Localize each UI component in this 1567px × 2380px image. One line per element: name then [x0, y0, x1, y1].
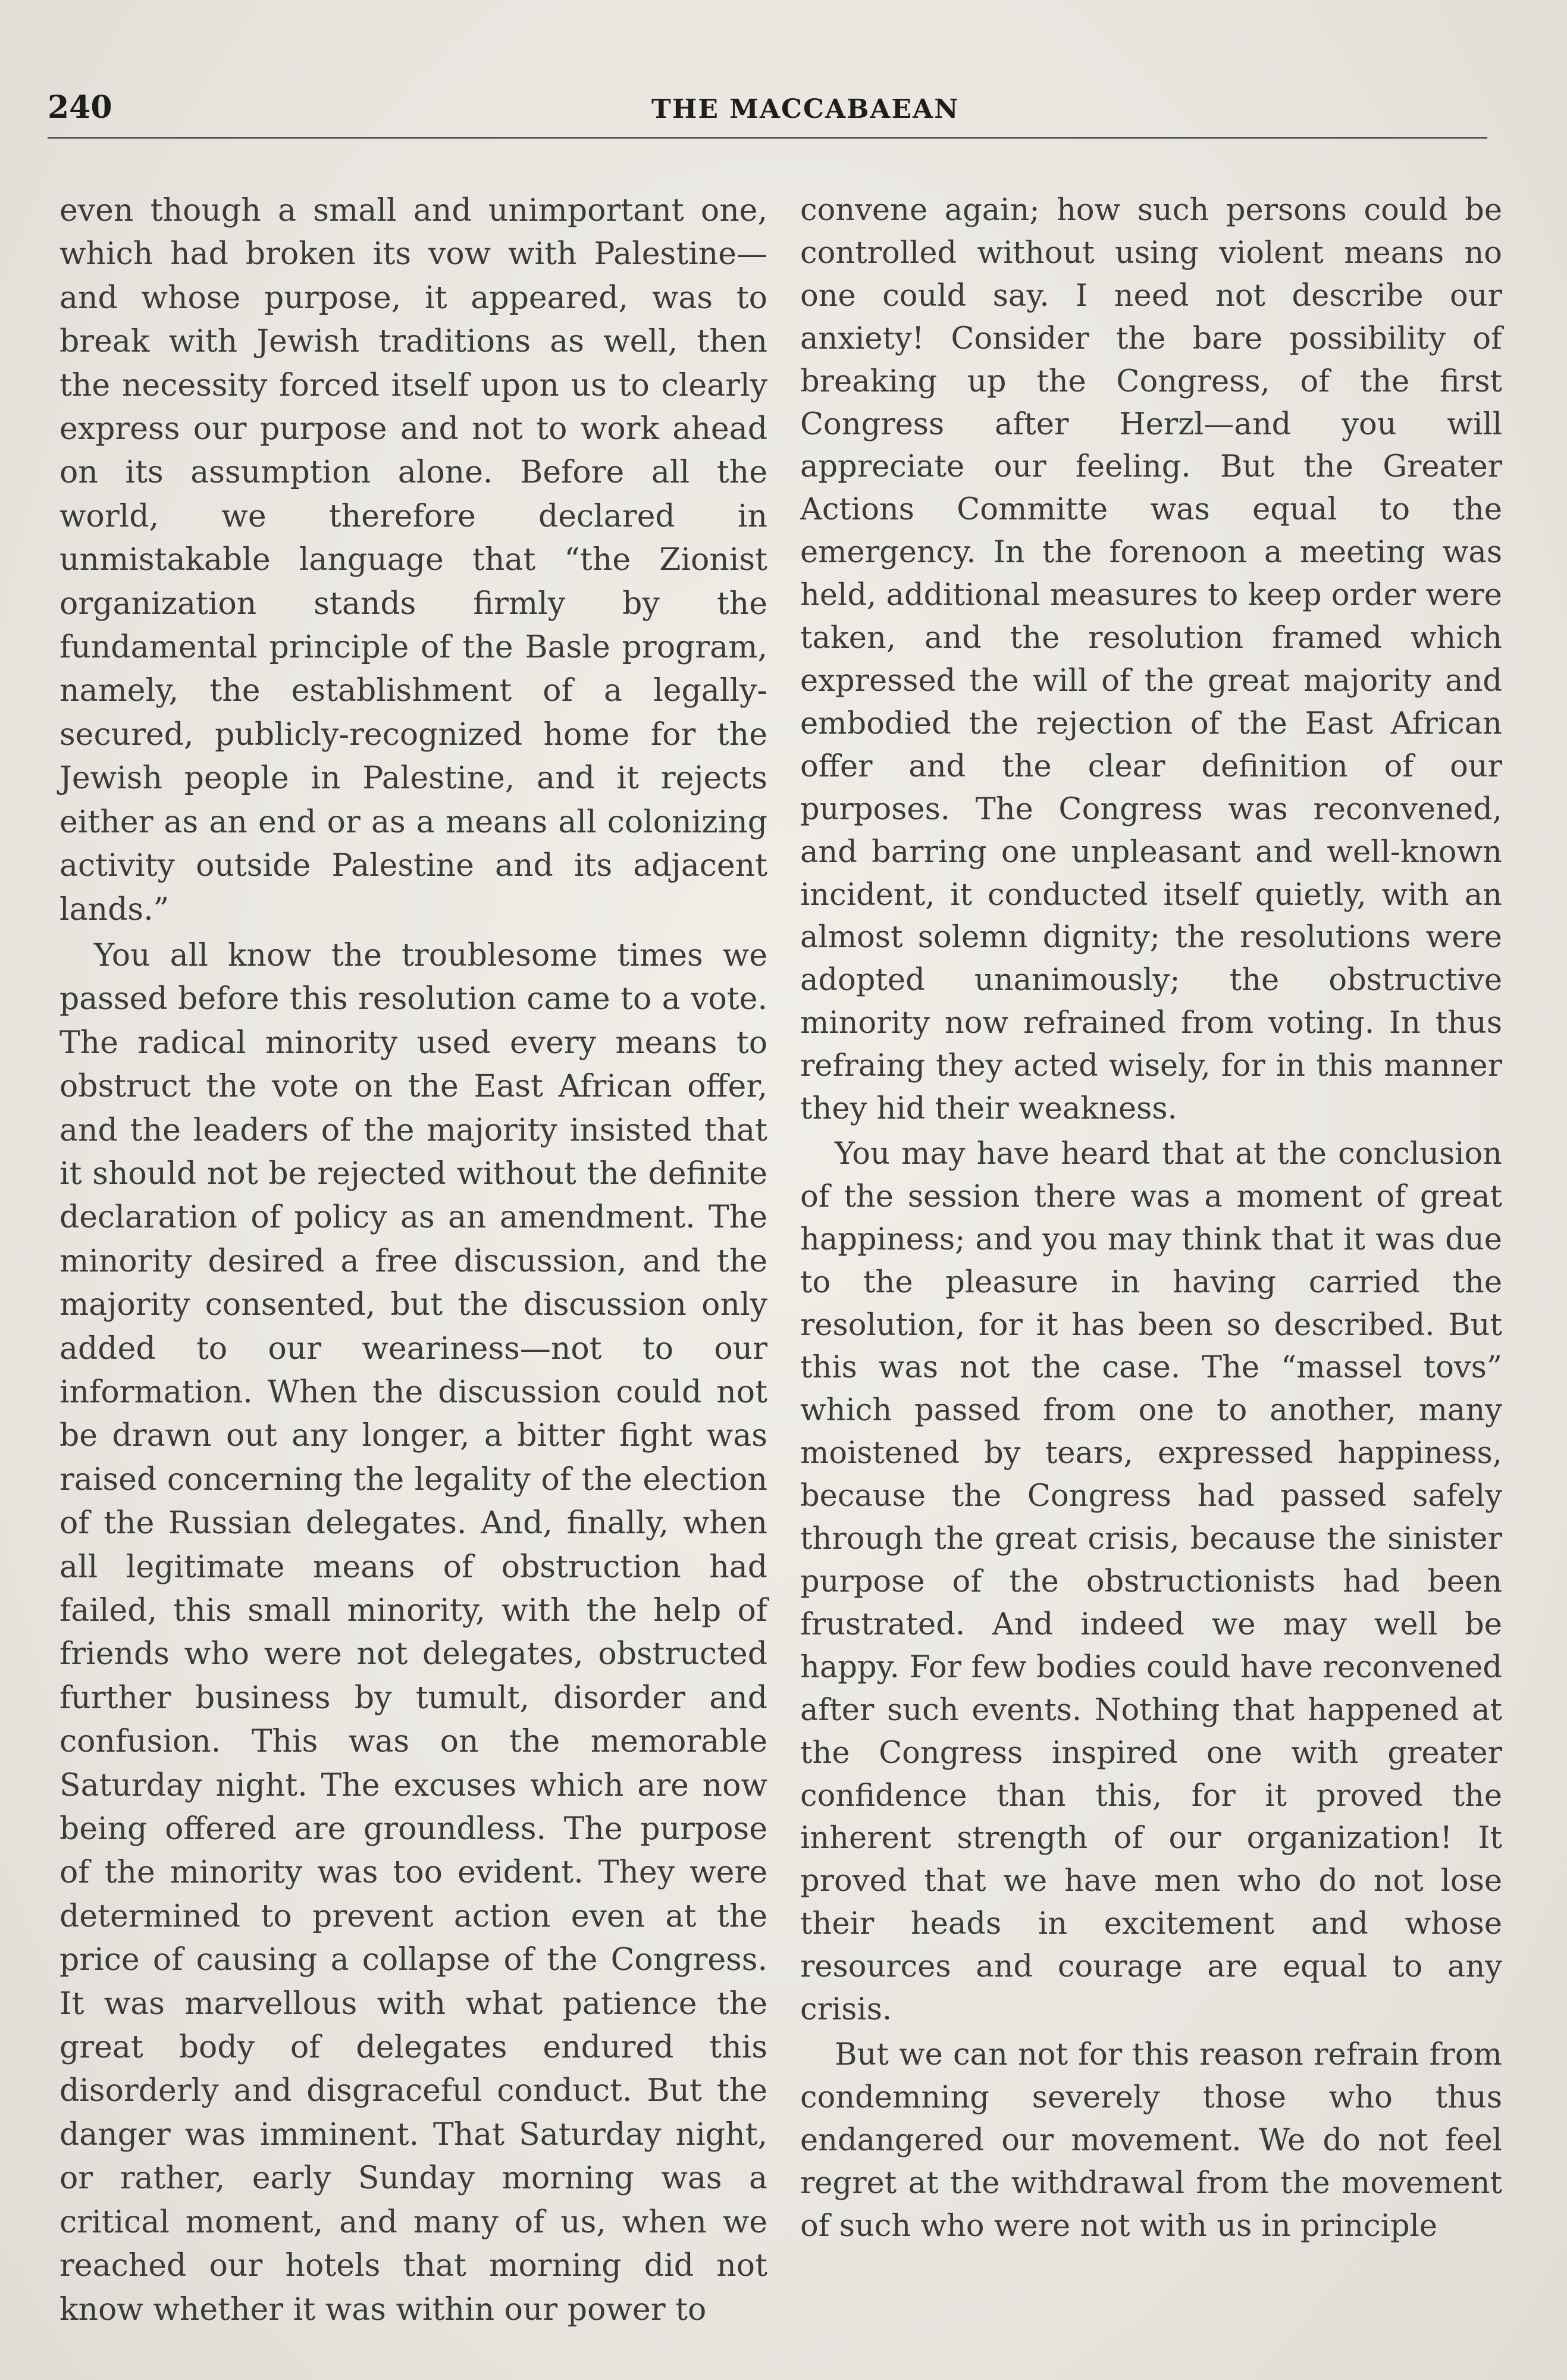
left-column — [59, 189, 767, 2332]
paragraph: You may have heard that at the conclusion of the session there was a moment of great happiness; and you may think that it was due to the pleasure in having carried the resolution, for it has been so described. But this was not the case. The “massel tovs” which passed from one to another, many moistened by tears, expressed happiness, because the Congress had passed safely through the great crisis, because the sinister purpose of the obstructionists had been frustrated. And indeed we may well be happy. For few bodies could have reconvened after such events. Nothing that happened at the Congress inspired one with greater confidence than this, for it proved the inherent strength of our organization! It proved that we have men who do not lose their heads in excitement and whose resources and courage are equal to any crisis. — [800, 1136, 1502, 2028]
header-rule — [48, 137, 1487, 139]
paragraph: even though a small and unimportant one, which had broken its vow with Palestine—and whose purpose, it appeared, was to break with Jewish traditions as well, then the necessity forced itself upon us to clearly express our purpose and not to work ahead on its assumption alone. Before all the world, we therefore declared in unmistakable language that “the Zionist organization stands firmly by the fundamental principle of the Basle program, namely, the establishment of a legally-secured, publicly-recognized home for the Jewish people in Palestine, and it rejects either as an end or as a means all colonizing activity outside Palestine and its adjacent lands.” — [59, 193, 767, 928]
running-title: THE MACCABAEAN — [651, 94, 960, 124]
page-header — [48, 89, 1487, 146]
right-column — [800, 189, 1502, 2248]
paragraph: You all know the troublesome times we passed before this resolution came to a vote. The radical minority used every means to obstruct the vote on the East African offer, and the leaders of the majority insisted that it should not be rejected without the definite declaration of policy as an amendment. The minority desired a free discussion, and the majority consented, but the discussion only added to our weariness—not to our information. When the discussion could not be drawn out any longer, a bitter fight was raised concerning the legality of the election of the Russian delegates. And, finally, when all legitimate means of obstruction had failed, this small minority, with the help of friends who were not delegates, obstructed further business by tumult, disorder and confusion. This was on the memorable Saturday night. The excuses which are now being offered are groundless. The purpose of the minority was too evident. They were determined to prevent action even at the price of causing a collapse of the Congress. It was marvellous with what patience the great body of delegates endured this disorderly and disgraceful conduct. But the danger was imminent. That Saturday night, or rather, early Sunday morning was a critical moment, and many of us, when we reached our hotels that morning did not know whether it was within our power to — [59, 937, 767, 2328]
page-number: 240 — [48, 89, 112, 126]
paragraph: But we can not for this reason refrain from condemning severely those who thus endangered our movement. We do not feel regret at the withdrawal from the movement of such who were not with us in principle — [800, 2037, 1502, 2244]
paragraph: convene again; how such persons could be controlled without using violent means no one could say. I need not describe our anxiety! Consider the bare possibility of breaking up the Congress, of the first Congress after Herzl—and you will appreciate our feeling. But the Greater Actions Committe was equal to the emergency. In the forenoon a meeting was held, additional measures to keep order were taken, and the resolution framed which expressed the will of the great majority and embodied the rejection of the East African offer and the clear definition of our purposes. The Congress was reconvened, and barring one unpleasant and well-known incident, it conducted itself quietly, with an almost solemn dignity; the resolutions were adopted unanimously; the obstructive minority now refrained from voting. In thus refraing they acted wisely, for in this manner they hid their weakness. — [800, 193, 1502, 1127]
